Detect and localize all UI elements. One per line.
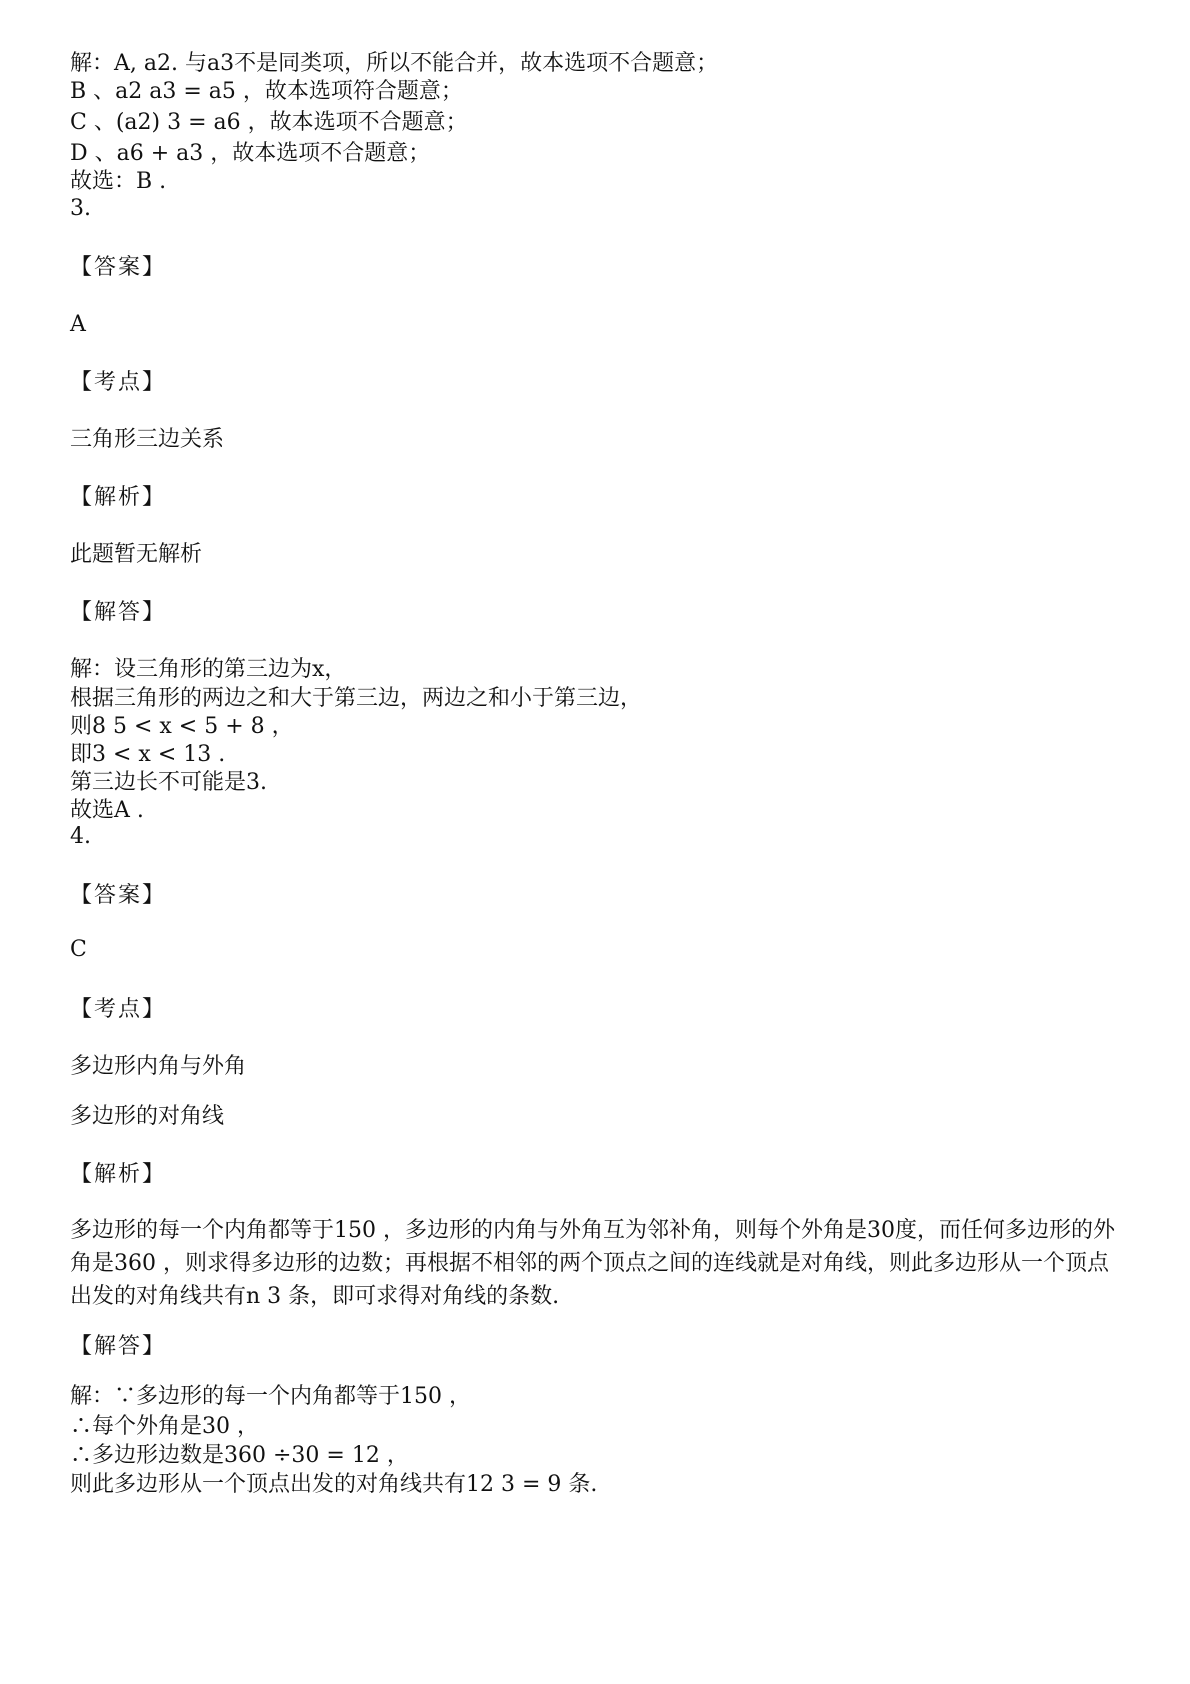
kaodian-text: 三角形三边关系: [70, 427, 225, 452]
question-number: 3.: [70, 196, 91, 221]
q2-solution-line-3: C 、(a2) 3 = a6 ，故本选项不合题意；: [70, 110, 468, 135]
q2-solution-line-1: 解：A, a2. 与a3不是同类项，所以不能合并，故本选项不合题意；: [70, 51, 719, 76]
jieda-line-3: 则8 5 < x < 5 + 8 ，: [70, 714, 294, 739]
jieda-line-2: 根据三角形的两边之和大于第三边，两边之和小于第三边，: [70, 686, 643, 711]
answer-value: C: [70, 937, 87, 962]
jiexi-text: 此题暂无解析: [70, 542, 203, 567]
q2-solution-line-4: D 、a6 + a3 ，故本选项不合题意；: [70, 141, 431, 166]
jieda-line-3: ∴多边形边数是360 ÷30 = 12 ，: [70, 1443, 409, 1468]
kaodian-heading: 【考点】: [70, 370, 167, 395]
jieda-line-4: 则此多边形从一个顶点出发的对角线共有12 3 = 9 条.: [70, 1472, 598, 1497]
jieda-heading: 【解答】: [70, 600, 167, 625]
jieda-line-1: 解：∵多边形的每一个内角都等于150 ，: [70, 1384, 471, 1409]
q2-solution-choice: 故选：B .: [70, 169, 167, 194]
jieda-line-5: 第三边长不可能是3.: [70, 770, 267, 795]
jieda-line-2: ∴每个外角是30 ，: [70, 1414, 259, 1439]
answer-value: A: [70, 312, 86, 337]
kaodian-text-1: 多边形内角与外角: [70, 1054, 247, 1079]
answer-heading: 【答案】: [70, 255, 167, 280]
jieda-line-6: 故选A .: [70, 798, 144, 823]
jiexi-heading: 【解析】: [70, 485, 167, 510]
jieda-line-4: 即3 < x < 13 .: [70, 742, 226, 767]
jieda-heading: 【解答】: [70, 1334, 167, 1359]
question-number: 4.: [70, 824, 91, 849]
jieda-line-1: 解：设三角形的第三边为x，: [70, 657, 347, 682]
kaodian-heading: 【考点】: [70, 997, 167, 1022]
q2-solution-line-2: B 、a2 a3 = a5 ，故本选项符合题意；: [70, 79, 463, 104]
kaodian-text-2: 多边形的对角线: [70, 1104, 225, 1129]
jiexi-heading: 【解析】: [70, 1162, 167, 1187]
jiexi-text: 多边形的每一个内角都等于150 ，多边形的内角与外角互为邻补角，则每个外角是30度，而任何多边形的外角是360 ，则求得多边形的边数；再根据不相邻的两个顶点之间的连线就是对角线，则此多边形从一个顶点出发的对角线共有n 3 条，即可求得对角线的条数.: [70, 1218, 1115, 1309]
answer-heading: 【答案】: [70, 883, 167, 908]
